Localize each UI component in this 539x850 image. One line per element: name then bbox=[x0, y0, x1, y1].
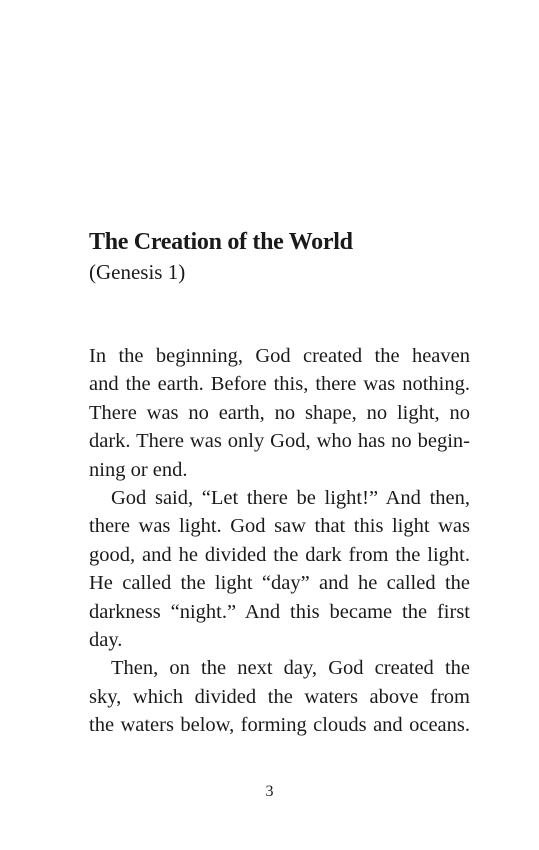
chapter-subtitle: (Genesis 1) bbox=[89, 260, 186, 284]
paragraph-2 bbox=[89, 484, 470, 654]
text-line: Then, on the next day, God created the bbox=[111, 657, 470, 680]
chapter-title: The Creation of the World bbox=[89, 229, 353, 255]
text-line: He called the light “day” and he called the bbox=[89, 572, 470, 595]
text-line: There was no earth, no shape, no light, no bbox=[89, 401, 470, 424]
text-line: darkness “night.” And this became the first bbox=[89, 600, 470, 623]
text-line: day. bbox=[89, 629, 123, 652]
paragraph-3 bbox=[89, 654, 470, 739]
page-number: 3 bbox=[265, 783, 274, 800]
text-line: sky, which divided the waters above from bbox=[89, 685, 470, 708]
text-line: good, and he divided the dark from the light. bbox=[89, 543, 470, 566]
text-line: In the beginning, God created the heaven bbox=[89, 345, 470, 367]
text-line: the waters below, forming clouds and oceans. bbox=[89, 714, 470, 737]
text-line: dark. There was only God, who has no begin- bbox=[89, 430, 470, 453]
text-line: there was light. God saw that this light was bbox=[89, 515, 470, 538]
body-text bbox=[89, 342, 470, 740]
text-line: God said, “Let there be light!” And then, bbox=[111, 487, 470, 510]
text-line: and the earth. Before this, there was nothing. bbox=[89, 373, 470, 396]
paragraph-1 bbox=[89, 342, 470, 484]
text-line: ning or end. bbox=[89, 458, 188, 481]
